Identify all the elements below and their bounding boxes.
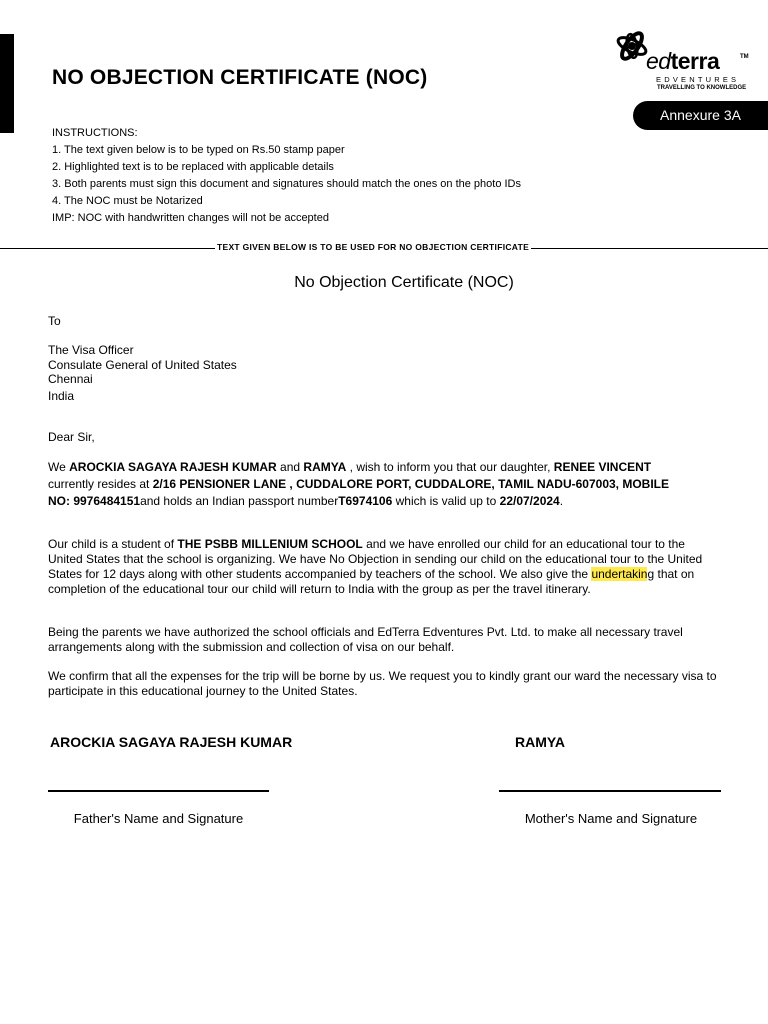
instructions-block bbox=[52, 125, 521, 227]
instruction-item: 4. The NOC must be Notarized bbox=[52, 195, 203, 207]
paragraph-parents: We AROCKIA SAGAYA RAJESH KUMAR and RAMYA , wish to inform you that our daughter, RENEE VINCENT currently resides at 2/16 PENSIONER LANE , CUDDALORE PORT, CUDDALORE, TAMIL NADU-607003, MOBILE NO: 9976484151and holds an Indian passport numberT6974106 which is valid up to 22/07/2024. bbox=[48, 460, 670, 508]
mother-signature-caption: Mother's Name and Signature bbox=[524, 811, 698, 826]
instruction-item: IMP: NOC with handwritten changes will not be accepted bbox=[52, 212, 329, 224]
passport-validity: 22/07/2024 bbox=[499, 494, 560, 508]
letter-heading: No Objection Certificate (NOC) bbox=[294, 274, 514, 291]
passport-number: T6974106 bbox=[338, 494, 393, 508]
paragraph-expenses: We confirm that all the expenses for the trip will be borne by us. We request you to kindly grant our ward the necessary visa to participate in this educational journey to the United States. bbox=[48, 669, 717, 698]
instruction-item: 1. The text given below is to be typed on Rs.50 stamp paper bbox=[52, 144, 345, 156]
father-signature-line bbox=[48, 790, 269, 792]
mother-signature-name: RAMYA bbox=[515, 734, 566, 750]
logo-tagline: TRAVELLING TO KNOWLEDGE bbox=[657, 85, 747, 91]
instructions-heading: INSTRUCTIONS: bbox=[52, 127, 138, 139]
logo-tm: TM bbox=[740, 54, 749, 60]
address-line: Chennai bbox=[48, 372, 93, 386]
salutation: Dear Sir, bbox=[48, 430, 95, 444]
paragraph-authorization: Being the parents we have authorized the school officials and EdTerra Edventures Pvt. Ltd. to make all necessary travel arrangements along with the submission and collection of visa on our behalf. bbox=[48, 625, 683, 654]
document-title: NO OBJECTION CERTIFICATE (NOC) bbox=[52, 66, 428, 89]
school-name: THE PSBB MILLENIUM SCHOOL bbox=[177, 537, 363, 551]
mother-signature-line bbox=[499, 790, 721, 792]
logo-ed: ed bbox=[646, 48, 671, 74]
father-signature-caption: Father's Name and Signature bbox=[73, 811, 244, 826]
edterra-logo bbox=[612, 16, 752, 106]
instruction-item: 2. Highlighted text is to be replaced with applicable details bbox=[52, 161, 334, 173]
father-name: AROCKIA SAGAYA RAJESH KUMAR bbox=[69, 460, 277, 474]
child-name: RENEE VINCENT bbox=[553, 460, 652, 474]
residence-address: 2/16 PENSIONER LANE , CUDDALORE PORT, CUDDALORE, TAMIL NADU-607003, MOBILE NO: 9976484151 bbox=[48, 477, 670, 508]
letter-to: To bbox=[48, 314, 61, 328]
left-black-bar bbox=[0, 34, 14, 133]
recipient-address bbox=[48, 343, 718, 404]
logo-subtitle: EDVENTURES bbox=[656, 75, 740, 84]
mother-name: RAMYA bbox=[303, 460, 347, 474]
annexure-badge: Annexure 3A bbox=[633, 101, 768, 130]
paragraph-school: Our child is a student of THE PSBB MILLENIUM SCHOOL and we have enrolled our child for an educational tour to the United States that the school is organizing. We have No Objection in sending our child on the educational tour to the United States for 12 days along with other students accompanied by teachers of the school. We also give the undertaking that on completion of the educational tour our child will return to India with the group as per the travel itinerary. bbox=[48, 537, 703, 596]
instruction-item: 3. Both parents must sign this document and signatures should match the ones on the photo IDs bbox=[52, 178, 522, 190]
father-signature-name: AROCKIA SAGAYA RAJESH KUMAR bbox=[50, 734, 293, 750]
highlighted-text: undertakin bbox=[591, 567, 648, 581]
address-line: The Visa Officer bbox=[48, 343, 134, 357]
address-line: India bbox=[48, 389, 75, 403]
address-line: Consulate General of United States bbox=[48, 358, 237, 372]
divider-label: TEXT GIVEN BELOW IS TO BE USED FOR NO OBJECTION CERTIFICATE bbox=[217, 242, 530, 252]
logo-terra: terra bbox=[670, 48, 720, 74]
